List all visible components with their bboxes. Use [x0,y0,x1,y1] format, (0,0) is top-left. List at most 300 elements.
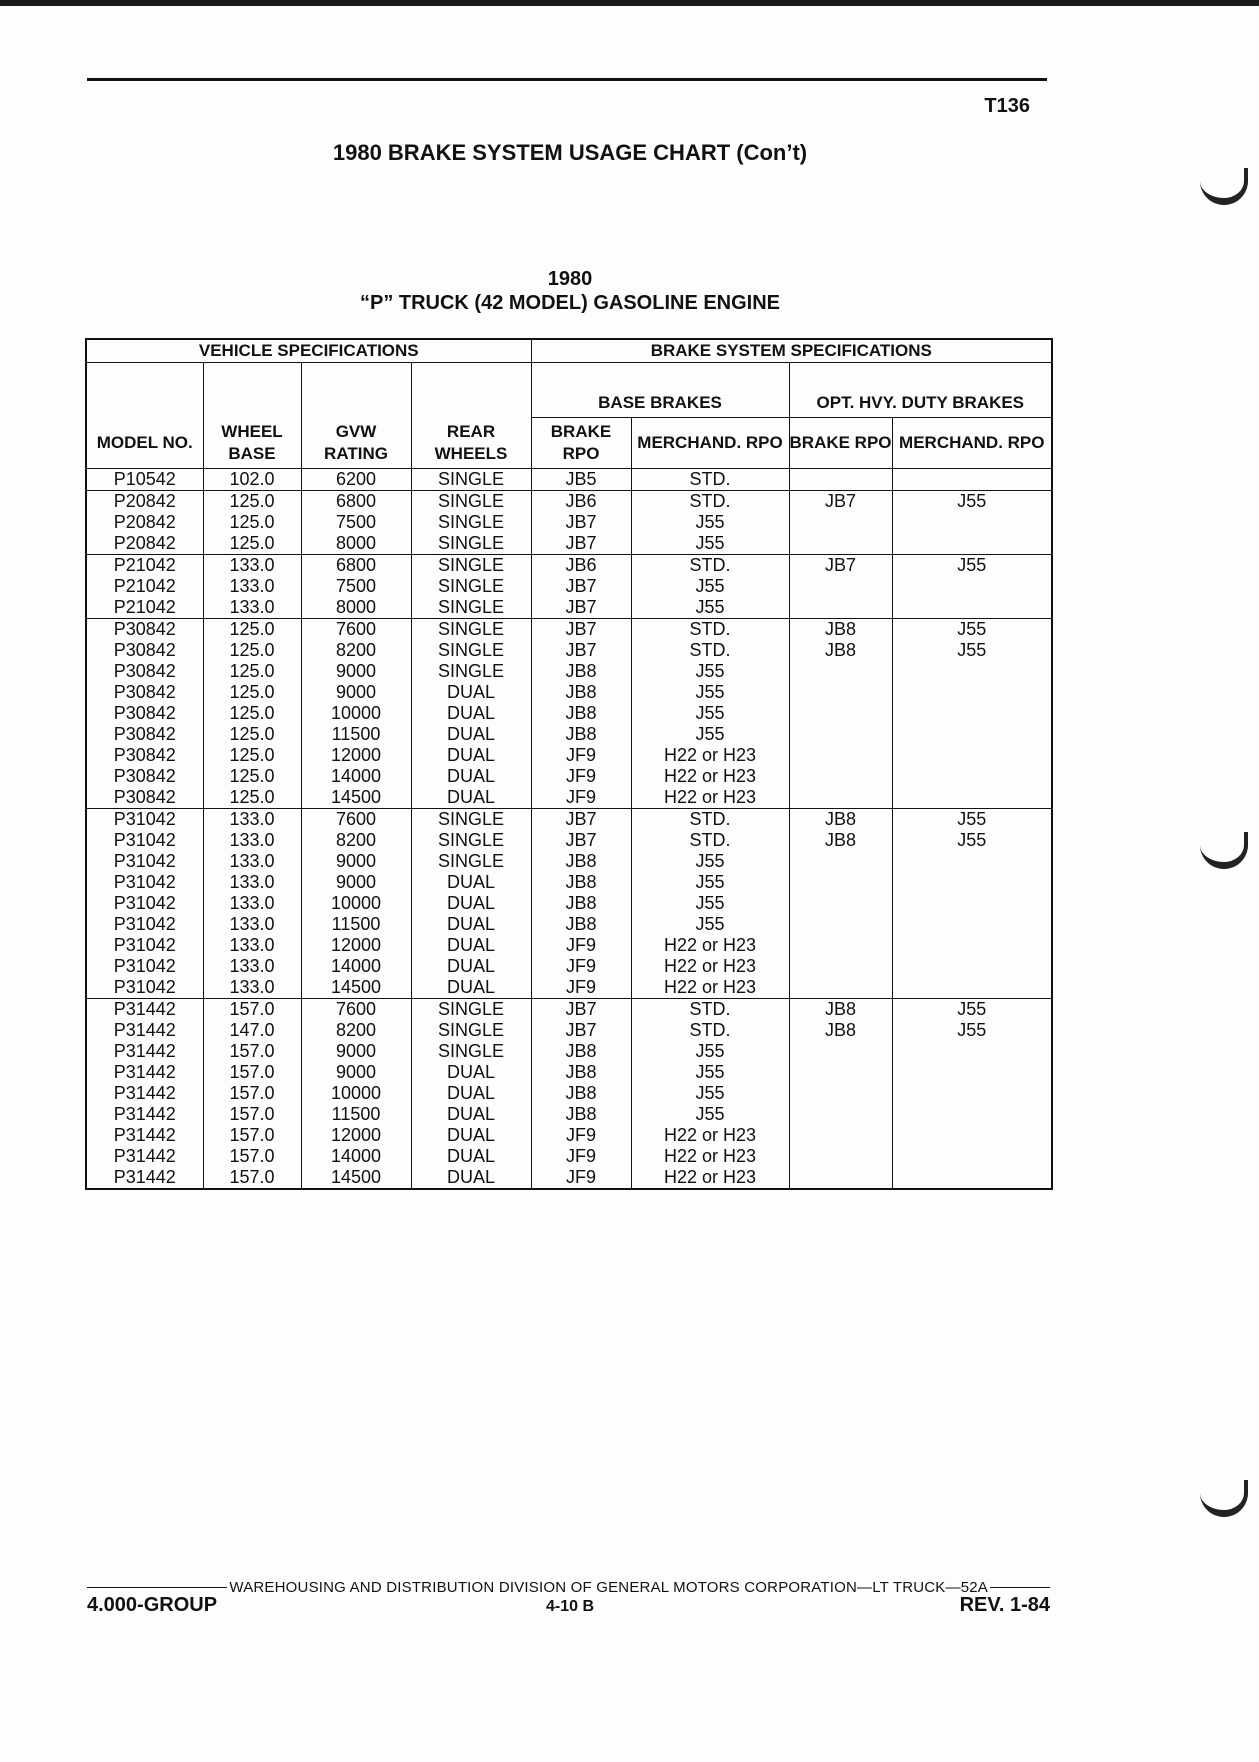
cell-value: JB6 [565,555,597,575]
cell-value [893,576,1052,597]
cell-value: JB7 [565,640,597,660]
footer-page-number: 4-10 B [545,1598,595,1615]
cell-value: J55 [957,830,987,850]
table-cell [86,809,203,999]
cell-value: JB8 [825,640,857,660]
cell-value [790,703,892,724]
cell-value: J55 [695,703,725,723]
cell-value: 125.0 [229,766,275,786]
cell-value: SINGLE [437,999,505,1019]
cell-value: JB8 [565,851,597,871]
cell-value: 133.0 [229,809,275,829]
table-cell [631,469,789,491]
cell-value: J55 [957,619,987,639]
cell-value: H22 or H23 [663,935,757,955]
cell-value: JB7 [565,597,597,617]
cell-value: SINGLE [437,851,505,871]
cell-value: 125.0 [229,533,275,553]
cell-value [893,1167,1052,1188]
column-header: BRAKE RPO [531,418,631,469]
table-cell [203,999,301,1190]
cell-value: JF9 [566,977,597,997]
cell-value: SINGLE [437,533,505,553]
cell-value [893,1041,1052,1062]
cell-value: 8200 [335,1020,377,1040]
cell-value: STD. [689,469,731,489]
cell-value: DUAL [447,977,496,997]
cell-value: 14000 [330,956,382,976]
cell-value: J55 [695,512,725,532]
cell-value: DUAL [447,787,496,807]
cell-value: 11500 [331,1104,381,1124]
cell-value: P30842 [113,787,176,807]
cell-value: P20842 [113,533,176,553]
cell-value: 157.0 [229,1083,275,1103]
cell-value: 125.0 [229,491,275,511]
cell-value: DUAL [447,1083,496,1103]
cell-value: JB7 [565,533,597,553]
cell-value [893,512,1052,533]
cell-value: J55 [695,851,725,871]
cell-value: J55 [695,533,725,553]
cell-value: SINGLE [437,597,505,617]
cell-value: H22 or H23 [663,1125,757,1145]
spacer-cell [203,363,301,418]
table-cell [86,619,203,809]
cell-value: JB8 [825,830,857,850]
cell-value: JB8 [825,619,857,639]
spacer-cell [301,363,411,418]
cell-value [893,851,1052,872]
table-cell [789,555,892,619]
brake-system-specifications-header: BRAKE SYSTEM SPECIFICATIONS [531,339,1052,363]
table-cell [531,491,631,555]
cell-value: DUAL [447,1125,496,1145]
cell-value: J55 [695,872,725,892]
cell-value: H22 or H23 [663,1146,757,1166]
cell-value: SINGLE [437,619,505,639]
cell-value: J55 [957,1020,987,1040]
table-cell [892,491,1052,555]
cell-value: 125.0 [229,724,275,744]
cell-value: JB8 [565,893,597,913]
cell-value: J55 [695,724,725,744]
cell-value: 133.0 [229,830,275,850]
table-cell [531,809,631,999]
table-cell [203,469,301,491]
cell-value: P30842 [113,640,176,660]
table-cell [789,999,892,1190]
cell-value: JB7 [825,491,857,511]
column-header: WHEEL BASE [203,418,301,469]
cell-value: JB5 [565,469,597,489]
cell-value [893,724,1052,745]
cell-value [893,893,1052,914]
cell-value: P30842 [113,682,176,702]
table-cell [411,469,531,491]
cell-value [790,1083,892,1104]
cell-value: 157.0 [229,1041,275,1061]
table-cell [203,491,301,555]
cell-value: SINGLE [437,576,505,596]
cell-value: DUAL [447,893,496,913]
cell-value [790,661,892,682]
cell-value: P31442 [113,1041,176,1061]
cell-value: JB7 [565,1020,597,1040]
cell-value: H22 or H23 [663,977,757,997]
cell-value: DUAL [447,1167,496,1187]
cell-value: 147.0 [229,1020,275,1040]
cell-value: DUAL [447,1062,496,1082]
cell-value: P31442 [113,1104,176,1124]
footer-dash [990,1587,1050,1588]
cell-value: SINGLE [437,555,505,575]
cell-value: 14500 [330,787,382,807]
table-cell [301,469,411,491]
brake-usage-table [85,338,1053,1190]
cell-value: 125.0 [229,619,275,639]
cell-value [893,787,1052,808]
cell-value [790,914,892,935]
table-cell [301,491,411,555]
table-cell [411,491,531,555]
table-cell [789,469,892,491]
cell-value: P30842 [113,724,176,744]
cell-value: JB8 [565,1041,597,1061]
table-cell [631,619,789,809]
cell-value: P30842 [113,766,176,786]
cell-value: 11500 [331,724,381,744]
cell-value: P31042 [113,851,176,871]
cell-value: J55 [695,597,725,617]
cell-value: JB6 [565,491,597,511]
cell-value: P31442 [113,999,176,1019]
cell-value: 133.0 [229,597,275,617]
binder-hole-mark-bottom [1200,1480,1248,1517]
cell-value: JB7 [565,830,597,850]
cell-value: J55 [957,809,987,829]
cell-value: JB8 [565,661,597,681]
cell-value [893,1125,1052,1146]
cell-value: JF9 [566,1167,597,1187]
cell-value: SINGLE [437,830,505,850]
cell-value: P20842 [113,491,176,511]
base-brakes-header: BASE BRAKES [531,363,789,418]
cell-value: P31442 [113,1020,176,1040]
cell-value: P31442 [113,1167,176,1187]
cell-value: 133.0 [229,935,275,955]
cell-value: 8000 [335,533,377,553]
cell-value: 14500 [330,1167,382,1187]
cell-value: STD. [689,555,731,575]
cell-value: J55 [695,1062,725,1082]
cell-value: JB8 [565,724,597,744]
table-cell [411,555,531,619]
cell-value: DUAL [447,914,496,934]
cell-value: P30842 [113,703,176,723]
table-cell [531,555,631,619]
cell-value: 133.0 [229,893,275,913]
cell-value: P31442 [113,1125,176,1145]
table-cell [892,469,1052,491]
table-row-group [86,809,1052,999]
cell-value: JB7 [565,512,597,532]
cell-value: P31042 [113,956,176,976]
cell-value: H22 or H23 [663,766,757,786]
table-cell [411,999,531,1190]
cell-value: 7600 [335,619,377,639]
cell-value: 8200 [335,640,377,660]
cell-value: 10000 [330,703,382,723]
column-header: REAR WHEELS [411,418,531,469]
cell-value: DUAL [447,703,496,723]
table-cell [631,491,789,555]
cell-value: 133.0 [229,977,275,997]
cell-value [790,1041,892,1062]
table-cell [789,491,892,555]
cell-value [893,977,1052,998]
vehicle-specifications-header: VEHICLE SPECIFICATIONS [86,339,531,363]
cell-value: J55 [957,491,987,511]
cell-value [893,469,1052,490]
table-body [86,469,1052,1190]
table-cell [411,619,531,809]
cell-value [893,872,1052,893]
table-cell [203,809,301,999]
cell-value [893,935,1052,956]
cell-value: SINGLE [437,1020,505,1040]
cell-value: P30842 [113,619,176,639]
cell-value: 8200 [335,830,377,850]
cell-value: 157.0 [229,1062,275,1082]
table-cell [892,619,1052,809]
page-title: 1980 BRAKE SYSTEM USAGE CHART (Con’t) [332,140,808,165]
cell-value: J55 [957,555,987,575]
cell-value [893,1104,1052,1125]
cell-value: JF9 [566,787,597,807]
cell-value [893,533,1052,554]
cell-value [893,1146,1052,1167]
cell-value [790,935,892,956]
cell-value: JB8 [565,914,597,934]
cell-value: 12000 [330,935,382,955]
cell-value: SINGLE [437,469,505,489]
footer-dash [87,1587,227,1588]
table-cell [531,999,631,1190]
cell-value [790,682,892,703]
cell-value: 9000 [335,682,377,702]
cell-value: 102.0 [229,469,275,489]
cell-value: 6800 [335,491,377,511]
cell-value [893,766,1052,787]
cell-value: 157.0 [229,999,275,1019]
cell-value [893,745,1052,766]
table-year-heading: 1980 [547,268,593,290]
cell-value [893,597,1052,618]
cell-value: P30842 [113,745,176,765]
table-cell [531,469,631,491]
table-cell [301,809,411,999]
cell-value: JB8 [565,1083,597,1103]
cell-value [790,1062,892,1083]
page-top-edge [0,0,1259,6]
cell-value [790,576,892,597]
cell-value [893,703,1052,724]
column-header: MERCHAND. RPO [631,418,789,469]
table-cell [631,999,789,1190]
cell-value: JB7 [565,999,597,1019]
table-cell [411,809,531,999]
cell-value: 9000 [335,661,377,681]
cell-value: JF9 [566,766,597,786]
cell-value: P31042 [113,935,176,955]
cell-value: 125.0 [229,512,275,532]
table-row-group [86,469,1052,491]
cell-value: J55 [695,914,725,934]
cell-value: STD. [689,640,731,660]
table-cell [892,555,1052,619]
cell-value [790,745,892,766]
cell-value: JB8 [825,1020,857,1040]
cell-value [893,1083,1052,1104]
table-cell [203,555,301,619]
cell-value: 12000 [330,1125,382,1145]
cell-value [790,956,892,977]
cell-value: J55 [695,661,725,681]
table-cell [892,809,1052,999]
cell-value: 10000 [330,1083,382,1103]
cell-value: JF9 [566,745,597,765]
table-cell [86,469,203,491]
cell-value: P31442 [113,1062,176,1082]
cell-value [790,469,892,490]
cell-value: P21042 [113,597,176,617]
cell-value: P30842 [113,661,176,681]
cell-value: STD. [689,809,731,829]
table-cell [301,999,411,1190]
cell-value: JB7 [565,576,597,596]
spacer-cell [86,363,203,418]
table-cell [631,555,789,619]
cell-value: 9000 [335,1041,377,1061]
cell-value: J55 [695,1104,725,1124]
cell-value: 14500 [330,977,382,997]
table-cell [86,999,203,1190]
table-cell [301,555,411,619]
cell-value: H22 or H23 [663,1167,757,1187]
cell-value: P31042 [113,872,176,892]
table-cell [789,619,892,809]
cell-value: P31042 [113,830,176,850]
cell-value: 125.0 [229,745,275,765]
footer-division-text: WAREHOUSING AND DISTRIBUTION DIVISION OF GENERAL MOTORS CORPORATION—LT TRUCK—52A [229,1578,988,1596]
cell-value [893,914,1052,935]
table-cell [892,999,1052,1190]
cell-value: DUAL [447,935,496,955]
cell-value: SINGLE [437,661,505,681]
cell-value [790,1146,892,1167]
cell-value [790,1125,892,1146]
cell-value: J55 [695,893,725,913]
column-header: GVW RATING [301,418,411,469]
binder-hole-mark-middle [1200,832,1248,869]
cell-value: DUAL [447,724,496,744]
cell-value: H22 or H23 [663,787,757,807]
cell-value: 133.0 [229,851,275,871]
cell-value: STD. [689,830,731,850]
optional-heavy-duty-brakes-header: OPT. HVY. DUTY BRAKES [789,363,1052,418]
table-row-group [86,999,1052,1190]
column-header: BRAKE RPO [789,418,892,469]
cell-value: J55 [695,1041,725,1061]
cell-value [790,1104,892,1125]
cell-value: P31042 [113,977,176,997]
cell-value: JB8 [565,1062,597,1082]
cell-value: P21042 [113,555,176,575]
cell-value [790,872,892,893]
cell-value: SINGLE [437,809,505,829]
table-cell [301,619,411,809]
cell-value: 14000 [330,766,382,786]
cell-value: JB8 [825,999,857,1019]
table-cell [531,619,631,809]
cell-value [893,682,1052,703]
cell-value: P31442 [113,1083,176,1103]
table-cell [631,809,789,999]
cell-value: 14000 [330,1146,382,1166]
cell-value: 125.0 [229,682,275,702]
cell-value: 7500 [335,576,377,596]
cell-value: 133.0 [229,872,275,892]
cell-value: 125.0 [229,661,275,681]
cell-value [893,661,1052,682]
cell-value: 7600 [335,809,377,829]
cell-value: DUAL [447,745,496,765]
cell-value: 7500 [335,512,377,532]
cell-value: H22 or H23 [663,956,757,976]
cell-value: DUAL [447,682,496,702]
cell-value [790,893,892,914]
cell-value: 125.0 [229,787,275,807]
cell-value: DUAL [447,1146,496,1166]
table-row-group [86,491,1052,555]
cell-value: P31042 [113,893,176,913]
column-header: MODEL NO. [86,418,203,469]
cell-value: 8000 [335,597,377,617]
cell-value [790,512,892,533]
cell-value: P21042 [113,576,176,596]
table-row-group [86,555,1052,619]
cell-value: JB8 [565,872,597,892]
cell-value: JB7 [825,555,857,575]
cell-value [790,724,892,745]
cell-value: STD. [689,491,731,511]
cell-value: P31442 [113,1146,176,1166]
cell-value [790,766,892,787]
cell-value [893,956,1052,977]
cell-value: J55 [695,1083,725,1103]
cell-value [790,851,892,872]
cell-value: 12000 [330,745,382,765]
cell-value: DUAL [447,1104,496,1124]
cell-value: P31042 [113,914,176,934]
footer-group: 4.000-GROUP [87,1594,218,1616]
cell-value: SINGLE [437,1041,505,1061]
cell-value: P10542 [113,469,176,489]
table-cell [789,809,892,999]
cell-value: DUAL [447,766,496,786]
cell-value [790,533,892,554]
